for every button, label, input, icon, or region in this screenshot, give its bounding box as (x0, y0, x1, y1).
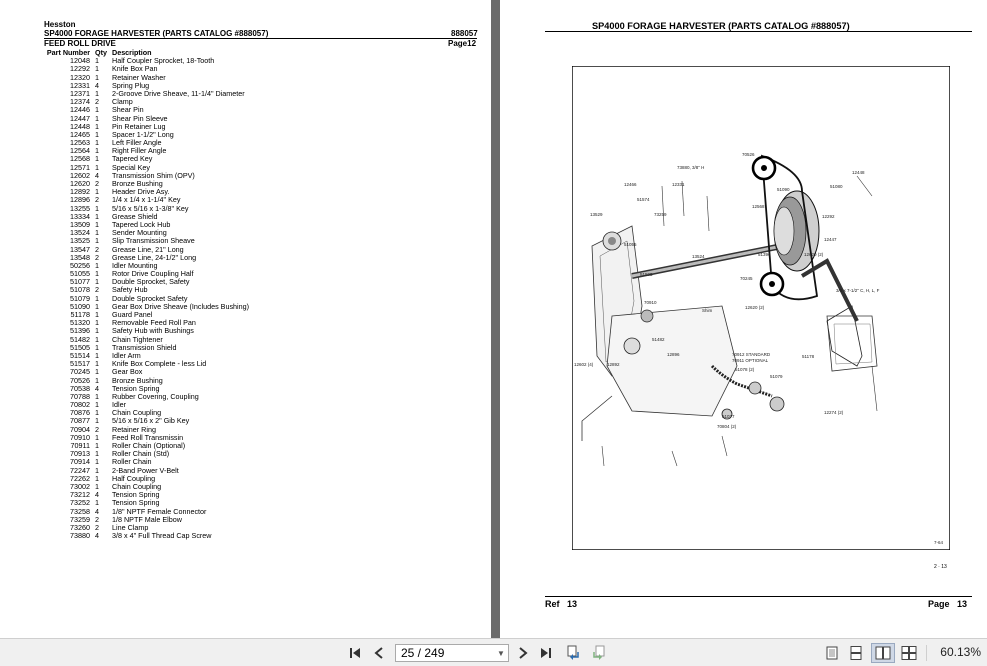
part-number: 12465 (70, 129, 90, 139)
label-70526: 70526 (742, 152, 755, 157)
part-number: 12571 (70, 162, 90, 172)
part-description: Tension Spring (112, 490, 160, 500)
label-51080: 51080 (830, 184, 843, 189)
part-number: 70876 (70, 408, 90, 418)
part-number: 13334 (70, 211, 90, 221)
part-description: 2-Groove Drive Sheave, 11-1/4" Diameter (112, 88, 245, 98)
next-page-icon[interactable] (512, 643, 534, 663)
part-qty: 1 (95, 310, 99, 319)
part-qty: 1 (95, 342, 99, 352)
part-number: 13525 (70, 236, 90, 246)
part-qty: 1 (95, 318, 99, 328)
part-number: 12602 (70, 170, 90, 180)
part-qty: 2 (95, 514, 99, 524)
part-description: Idler (112, 400, 126, 410)
title-rule (545, 31, 972, 32)
part-qty: 1 (95, 301, 99, 311)
part-number: 70245 (70, 367, 90, 377)
part-qty: 1 (95, 219, 99, 229)
part-number: 51079 (70, 293, 90, 303)
part-number: 70911 (70, 441, 90, 450)
part-number: 12568 (70, 154, 90, 164)
part-qty: 4 (95, 490, 99, 500)
part-number: 70526 (70, 375, 90, 385)
part-description: Retainer Ring (112, 424, 156, 434)
part-description: Spring Plug (112, 80, 150, 90)
part-description: Shear Pin Sleeve (112, 113, 168, 123)
part-number: 73259 (70, 514, 90, 524)
label-51574: 51574 (637, 197, 650, 202)
part-description: Double Sprocket, Safety (112, 277, 190, 287)
part-description: Line Clamp (112, 522, 149, 532)
part-description: Slip Transmission Sheave (112, 236, 195, 246)
part-qty: 1 (95, 465, 99, 475)
part-description: Spacer 1-1/2" Long (112, 129, 174, 139)
part-number: 12371 (70, 88, 90, 98)
part-qty: 1 (95, 211, 99, 221)
part-qty: 1 (95, 56, 99, 66)
part-qty: 1 (95, 72, 99, 82)
part-number: 73260 (70, 522, 90, 532)
part-qty: 1 (95, 391, 99, 401)
part-description: Feed Roll Transmissin (112, 432, 184, 442)
part-qty: 1 (95, 481, 99, 491)
part-number: 70914 (70, 457, 90, 467)
part-description: Shear Pin (112, 105, 144, 115)
part-number: 12447 (70, 113, 90, 123)
part-number: 51517 (70, 359, 90, 369)
single-page-view-icon[interactable] (822, 643, 842, 663)
label-51079: 51079 (770, 374, 783, 379)
part-description: Roller Chain (112, 457, 152, 467)
page-label: Page12 (448, 39, 477, 48)
part-qty: 1 (95, 228, 99, 238)
part-number: 12448 (70, 121, 90, 131)
part-number: 51514 (70, 350, 90, 360)
part-number: 51055 (70, 269, 90, 279)
catalog-code: 888057 (451, 29, 478, 38)
label-12568: 12568 (752, 204, 765, 209)
part-description: Header Drive Asy. (112, 187, 170, 197)
section-title: FEED ROLL DRIVE (44, 39, 116, 48)
part-description: Tapered Lock Hub (112, 219, 171, 229)
part-number: 70538 (70, 383, 90, 393)
gear-box (607, 306, 737, 416)
part-number: 12320 (70, 72, 90, 82)
part-qty: 2 (95, 522, 99, 532)
label-73880: 73880, 3/8" H (677, 165, 705, 170)
part-qty: 2 (95, 285, 99, 295)
label-70912: 70912 STANDARD (732, 352, 771, 357)
part-qty: 1 (95, 105, 99, 115)
sheet-number: 2 · 13 (934, 564, 947, 570)
part-qty: 4 (95, 506, 99, 516)
footer-rule (545, 596, 972, 597)
part-qty: 2 (95, 244, 99, 254)
part-qty: 1 (95, 88, 99, 98)
label-51055: 51055 (624, 242, 637, 247)
part-description: 2-Band Power V-Belt (112, 465, 179, 475)
part-description: Retainer Washer (112, 72, 166, 82)
part-number: 73258 (70, 506, 90, 516)
part-number: 13548 (70, 252, 90, 262)
label-12620b: 12620 (2) (745, 305, 765, 310)
two-page-continuous-icon[interactable] (899, 643, 919, 663)
part-qty: 1 (95, 293, 99, 303)
part-qty: 1 (95, 375, 99, 385)
ref-number: 13 (567, 599, 578, 609)
part-qty: 1 (95, 236, 99, 246)
label-51078: 51078 (2) (735, 367, 755, 372)
part-qty: 1 (95, 432, 99, 442)
part-qty: 2 (95, 424, 99, 434)
label-70911: 70911 OPTIONAL (732, 358, 769, 363)
label-capscrew: 3/8 x 7-1/2" C, H, L, F (836, 288, 880, 293)
part-qty: 1 (95, 121, 99, 131)
label-12896: 12896 (667, 352, 680, 357)
part-qty: 1 (95, 367, 99, 377)
part-qty: 1 (95, 64, 99, 74)
two-page-view-icon[interactable] (871, 643, 895, 663)
part-description: Safety Hub with Bushings (112, 326, 194, 336)
part-number: 13524 (70, 228, 90, 238)
part-qty: 1 (95, 400, 99, 410)
right-catalog-page (500, 0, 987, 638)
part-description: Knife Box Pan (112, 64, 158, 74)
part-description: Guard Panel (112, 310, 153, 319)
part-description: Bronze Bushing (112, 179, 163, 188)
part-description: Right Filler Angle (112, 146, 167, 156)
parts-rows (44, 57, 249, 540)
part-qty: 2 (95, 195, 99, 205)
part-qty: 1 (95, 350, 99, 360)
part-qty: 1 (95, 416, 99, 426)
guard-panel (827, 306, 862, 366)
part-description: Grease Line, 21" Long (112, 244, 184, 254)
part-description: 3/8 x 4" Full Thread Cap Screw (112, 531, 212, 541)
part-qty: 1 (95, 498, 99, 508)
part-description: Pin Retainer Lug (112, 121, 166, 131)
part-number: 70904 (70, 424, 90, 434)
part-description: 5/16 x 5/16 x 1-3/8" Key (112, 203, 189, 213)
chevron-down-icon[interactable]: ▼ (497, 648, 505, 658)
label-12602: 12602 (4) (574, 362, 594, 367)
part-description: Grease Line, 24-1/2" Long (112, 252, 197, 262)
part-description: Gear Box Drive Sheave (Includes Bushing) (112, 301, 250, 311)
toolbar-divider (926, 645, 927, 661)
part-number: 70877 (70, 416, 90, 426)
part-qty: 1 (95, 203, 99, 213)
label-13529: 13529 (590, 212, 603, 217)
part-number: 51396 (70, 326, 90, 336)
part-number: 73880 (70, 531, 90, 541)
parts-row (44, 532, 249, 540)
part-number: 12620 (70, 179, 90, 188)
part-number: 12048 (70, 56, 90, 66)
part-description: Bronze Bushing (112, 375, 163, 385)
part-description: Roller Chain (Optional) (112, 441, 186, 450)
label-51505: 51505 (640, 272, 653, 277)
page-number-label: Page 13 (928, 599, 968, 609)
part-qty: 1 (95, 269, 99, 279)
zoom-level[interactable]: 60.13% (940, 645, 981, 659)
part-number: 51320 (70, 318, 90, 328)
catalog-title: SP4000 FORAGE HARVESTER (PARTS CATALOG #888057) (44, 29, 269, 38)
part-number: 13255 (70, 203, 90, 213)
part-qty: 1 (95, 408, 99, 418)
part-number: 51178 (70, 310, 90, 319)
label-13524: 13524 (692, 254, 705, 259)
part-number: 72262 (70, 473, 90, 483)
page-number-selector[interactable] (395, 644, 509, 662)
part-number: 12563 (70, 138, 90, 148)
label-70804: 70804 (2) (717, 424, 737, 429)
brand-label: Hesston (44, 20, 76, 29)
part-description: Idler Mounting (112, 260, 158, 270)
part-number: 73002 (70, 481, 90, 491)
first-page-icon[interactable] (344, 643, 366, 663)
safety-sprocket (749, 382, 761, 394)
part-number: 51077 (70, 277, 90, 287)
part-description: 5/16 x 5/16 x 2" Gib Key (112, 416, 190, 426)
part-qty: 1 (95, 187, 99, 197)
label-51178: 51178 (802, 354, 815, 359)
label-shim: Shim (702, 308, 713, 313)
part-qty: 1 (95, 260, 99, 270)
part-description: Idler Arm (112, 350, 141, 360)
part-number: 70913 (70, 449, 90, 459)
part-description: Chain Tightener (112, 334, 163, 344)
label-70245: 70245 (740, 276, 753, 281)
label-764: 7-64 (934, 540, 944, 545)
part-description: Half Coupler Sprocket, 18-Tooth (112, 56, 215, 66)
part-qty: 1 (95, 334, 99, 344)
part-qty: 2 (95, 252, 99, 262)
part-description: 1/8" NPTF Female Connector (112, 506, 207, 516)
part-number: 73252 (70, 498, 90, 508)
part-description: Transmission Shim (OPV) (112, 170, 195, 180)
part-number: 73212 (70, 490, 90, 500)
label-12331: 12331 (672, 182, 685, 187)
part-qty: 1 (95, 113, 99, 123)
lower-sprocket (624, 338, 640, 354)
label-12447: 12447 (824, 237, 837, 242)
part-number: 13509 (70, 219, 90, 229)
part-description: Chain Coupling (112, 408, 162, 418)
part-number: 51090 (70, 301, 90, 311)
part-qty: 1 (95, 138, 99, 148)
part-description: Tension Spring (112, 383, 160, 393)
col-qty: Qty (95, 48, 107, 57)
double-sprocket (770, 397, 784, 411)
viewer-toolbar (0, 638, 987, 666)
part-description: Safety Hub (112, 285, 148, 295)
part-qty: 1 (95, 326, 99, 336)
part-number: 51482 (70, 334, 90, 344)
part-description: Tension Spring (112, 498, 160, 508)
col-description: Description (112, 48, 152, 57)
part-description: Knife Box Complete - less Lid (112, 359, 207, 369)
part-number: 70788 (70, 391, 90, 401)
part-qty: 1 (95, 154, 99, 164)
part-description: Rubber Covering, Coupling (112, 391, 199, 401)
part-qty: 1 (95, 457, 99, 467)
part-number: 12331 (70, 80, 90, 90)
part-qty: 1 (95, 473, 99, 483)
part-qty: 1 (95, 277, 99, 287)
part-number: 51078 (70, 285, 90, 295)
part-number: 70910 (70, 432, 90, 442)
part-description: Gear Box (112, 367, 143, 377)
col-part-number: Part Number (46, 48, 90, 57)
part-number: 12892 (70, 187, 90, 197)
parts-list (44, 49, 249, 540)
part-description: Half Coupling (112, 473, 156, 483)
label-12466: 12466 (624, 182, 637, 187)
label-12620: 12620 (2) (804, 252, 824, 257)
part-qty: 1 (95, 162, 99, 172)
part-description: Transmission Shield (112, 342, 177, 352)
part-number: 12446 (70, 105, 90, 115)
part-qty: 1 (95, 359, 99, 369)
go-back-icon[interactable] (563, 643, 585, 663)
label-51482: 51482 (652, 337, 665, 342)
page-number: 13 (957, 599, 968, 609)
last-page-icon[interactable] (535, 643, 557, 663)
label-12448: 12448 (852, 170, 865, 175)
label-12892: 12892 (607, 362, 620, 367)
label-51090: 51090 (777, 187, 790, 192)
part-number: 72247 (70, 465, 90, 475)
part-description: Clamp (112, 97, 133, 107)
page-indicator: 25 / 249 (401, 646, 445, 660)
part-description: Left Filler Angle (112, 138, 162, 148)
part-number: 70802 (70, 400, 90, 410)
go-forward-icon[interactable] (587, 643, 609, 663)
part-description: 1/8 NPTF Male Elbow (112, 514, 182, 524)
feed-roll-drive-exploded-diagram (572, 66, 950, 550)
part-qty: 4 (95, 531, 99, 541)
label-12274: 12274 (2) (824, 410, 844, 415)
continuous-view-icon[interactable] (846, 643, 866, 663)
part-number: 12896 (70, 195, 90, 205)
ref-label: Ref 13 (545, 599, 578, 609)
diagram-page-title: SP4000 FORAGE HARVESTER (PARTS CATALOG #888057) (592, 21, 850, 31)
part-description: Grease Shield (112, 211, 158, 221)
label-70910: 70910 (644, 300, 657, 305)
part-number: 50256 (70, 260, 90, 270)
part-description: Chain Coupling (112, 481, 162, 491)
part-number: 12564 (70, 146, 90, 156)
part-qty: 4 (95, 383, 99, 393)
part-description: Double Sprocket Safety (112, 293, 188, 303)
previous-page-icon[interactable] (368, 643, 390, 663)
part-qty: 4 (95, 80, 99, 90)
label-12292: 12292 (822, 214, 835, 219)
part-number: 12374 (70, 97, 90, 107)
part-qty: 2 (95, 97, 99, 107)
part-qty: 1 (95, 129, 99, 139)
part-qty: 1 (95, 449, 99, 459)
label-51077: 51077 (722, 414, 735, 419)
part-qty: 2 (95, 179, 99, 188)
part-qty: 1 (95, 146, 99, 156)
part-qty: 4 (95, 170, 99, 180)
label-51396: 51396 (758, 252, 771, 257)
part-number: 13547 (70, 244, 90, 254)
part-description: Removable Feed Roll Pan (112, 318, 196, 328)
left-catalog-page (0, 0, 491, 638)
part-description: Sender Mounting (112, 228, 167, 238)
part-number: 51505 (70, 342, 90, 352)
part-qty: 1 (95, 441, 99, 450)
part-description: 1/4 x 1/4 x 1-1/4" Key (112, 195, 181, 205)
part-number: 12292 (70, 64, 90, 74)
part-description: Tapered Key (112, 154, 153, 164)
part-description: Roller Chain (Std) (112, 449, 170, 459)
part-description: Special Key (112, 162, 150, 172)
label-73259: 73259 (654, 212, 667, 217)
part-description: Rotor Drive Coupling Half (112, 269, 194, 279)
